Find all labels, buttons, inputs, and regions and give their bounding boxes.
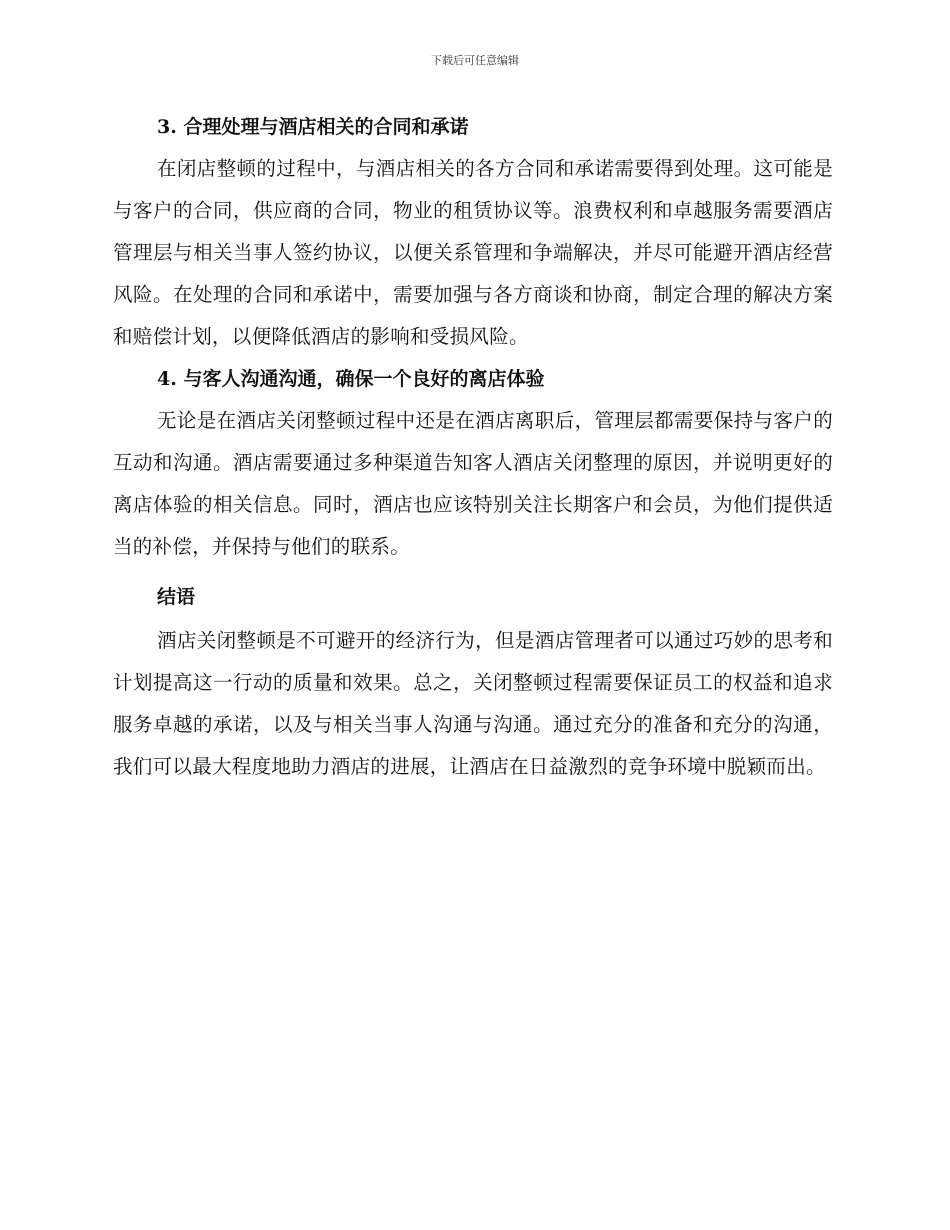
section-paragraph-contracts: 在闭店整顿的过程中，与酒店相关的各方合同和承诺需要得到处理。这可能是与客户的合同，供应商的合同，物业的租赁协议等。浪费权利和卓越服务需要酒店管理层与相关当事人签约协议，以便关系管理和争端解决，并尽可能避开酒店经营风险。在处理的合同和承诺中，需要加强与各方商谈和协商，制定合理的解决方案和赔偿计划，以便降低酒店的影响和受损风险。 [113, 157, 833, 348]
section-heading-guest-communication: 4. 与客人沟通沟通，确保一个良好的离店体验 [157, 368, 545, 390]
section-paragraph-conclusion: 酒店关闭整顿是不可避开的经济行为，但是酒店管理者可以通过巧妙的思考和计划提高这一行动的质量和效果。总之，关闭整顿过程需要保证员工的权益和追求服务卓越的承诺，以及与相关当事人沟通与沟通。通过充分的准备和充分的沟通，我们可以最大程度地助力酒店的进展，让酒店在日益激烈的竞争环境中脱颖而出。 [113, 629, 833, 778]
page-header: 下载后可任意编辑 [431, 54, 519, 67]
section-paragraph-guest-communication: 无论是在酒店关闭整顿过程中还是在酒店离职后，管理层都需要保持与客户的互动和沟通。酒店需要通过多种渠道告知客人酒店关闭整理的原因，并说明更好的离店体验的相关信息。同时，酒店也应该特别关注长期客户和会员，为他们提供适当的补偿，并保持与他们的联系。 [113, 409, 833, 558]
section-heading-conclusion: 结语 [157, 586, 196, 608]
document-body [113, 106, 833, 788]
section-heading-contracts: 3. 合理处理与酒店相关的合同和承诺 [157, 116, 469, 138]
